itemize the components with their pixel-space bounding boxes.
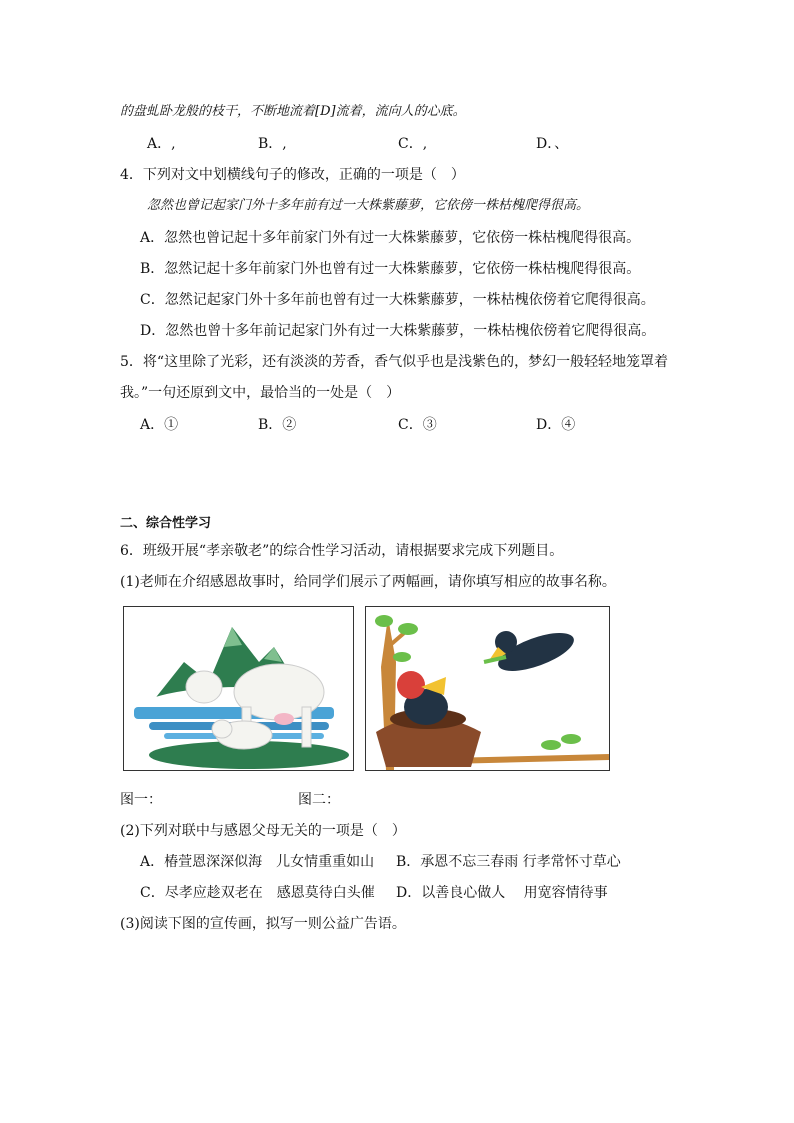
q4-original-sentence: 忽然也曾记起家门外十多年前有过一大株紫藤萝，它依傍一株枯槐爬得很高。 bbox=[147, 198, 590, 213]
q4-option-b: B．忽然记起十多年前家门外也曾有过一大株紫藤萝，它依傍一株枯槐爬得很高。 bbox=[140, 261, 641, 277]
q5-option-c: C．③ bbox=[398, 417, 437, 433]
q4-stem: 4．下列对文中划横线句子的修改，正确的一项是（ ） bbox=[120, 167, 465, 183]
q5-option-b: B．② bbox=[258, 417, 297, 433]
q3-option-d: D．、 bbox=[536, 136, 569, 152]
q4-option-c: C．忽然记起家门外十多年前也曾有过一大株紫藤萝，一株枯槐依傍着它爬得很高。 bbox=[140, 292, 655, 308]
q4-option-d: D．忽然也曾十多年前记起家门外有过一大株紫藤萝，一株枯槐依傍着它爬得很高。 bbox=[140, 323, 656, 339]
section-heading: 二、综合性学习 bbox=[120, 516, 212, 531]
q5-stem-line1: 5．将“这里除了光彩，还有淡淡的芳香，香气似乎也是浅紫色的，梦幻一般轻轻地笼罩着 bbox=[120, 354, 669, 370]
figure-2-crows-image bbox=[365, 606, 610, 771]
figure-1-goat-image bbox=[123, 606, 354, 771]
figure-1-label: 图一： bbox=[120, 792, 162, 808]
q6-stem: 6．班级开展“孝亲敬老”的综合性学习活动，请根据要求完成下列题目。 bbox=[120, 543, 564, 559]
q3-option-a: A．, bbox=[147, 136, 176, 152]
figure-2-label: 图二： bbox=[298, 792, 340, 808]
q3-tail-text: 的盘虬卧龙般的枝干，不断地流着[D]流着，流向人的心底。 bbox=[120, 104, 466, 119]
q3-option-b: B．, bbox=[258, 136, 287, 152]
sub2-option-a: A．椿萱恩深深似海 儿女情重重如山 bbox=[140, 854, 375, 870]
q3-option-c: C．, bbox=[398, 136, 428, 152]
sub2-option-c: C．尽孝应趁双老在 感恩莫待白头催 bbox=[140, 885, 375, 901]
q5-option-d: D．④ bbox=[536, 417, 576, 433]
q5-option-a: A．① bbox=[140, 417, 179, 433]
q4-option-a: A．忽然也曾记起十多年前家门外有过一大株紫藤萝，它依傍一株枯槐爬得很高。 bbox=[140, 230, 641, 246]
sub2-option-b: B．承恩不忘三春雨 行孝常怀寸草心 bbox=[396, 854, 621, 870]
q6-sub3: (3)阅读下图的宣传画，拟写一则公益广告语。 bbox=[120, 916, 406, 932]
sub2-option-d: D．以善良心做人 用宽容情待事 bbox=[396, 885, 608, 901]
q6-sub1: (1)老师在介绍感恩故事时，给同学们展示了两幅画，请你填写相应的故事名称。 bbox=[120, 574, 616, 590]
q5-stem-line2: 我。”一句还原到文中，最恰当的一处是（ ） bbox=[120, 385, 401, 401]
q6-sub2: (2)下列对联中与感恩父母无关的一项是（ ） bbox=[120, 823, 406, 839]
